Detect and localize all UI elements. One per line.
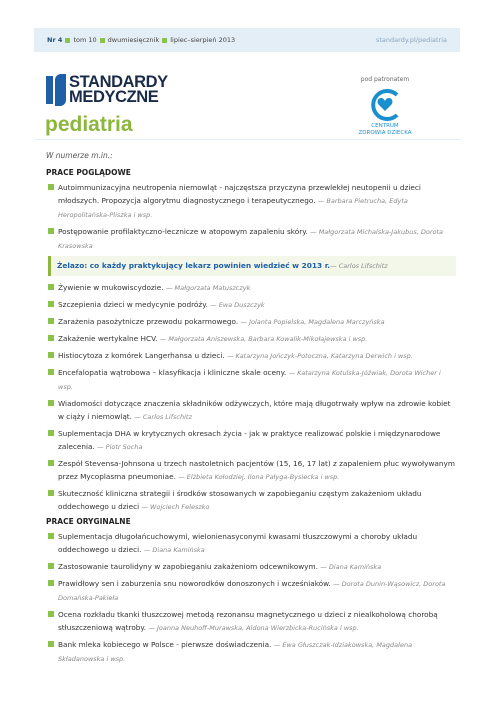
patron-label: pod patronatem [360, 76, 410, 83]
logo-mark-icon [46, 74, 66, 106]
featured-article[interactable]: Żelazo: co każdy praktykujący lekarz powinien wiedzieć w 2013 r.— Carlos Lifschitz [48, 256, 456, 276]
bullet-square-icon [48, 490, 54, 496]
issue-number: Nr 4 [47, 36, 63, 44]
frequency: dwumiesięcznik [107, 36, 160, 44]
list-item[interactable]: Suplementacja DHA w krytycznych okresach życia - jak w praktyce realizować polskie i międzynarodowe zalecenia. — Piotr Socha [46, 427, 456, 454]
bullet-square-icon [48, 400, 54, 406]
list-item[interactable]: Autoimmunizacyjna neutropenia niemowląt - najczęstsza przyczyna przewlekłej neutopenii u dzieci młodszych. Propozycja algorytmu diagnostycznego i terapeutycznego. — Barbara Pietrucha, Edyta Heropolitańska-Pliszka i wsp. [46, 181, 456, 222]
journal-url[interactable]: standardy.pl/pediatria [376, 36, 447, 44]
bullet-square-icon [48, 430, 54, 436]
list-item[interactable]: Prawidłowy sen i zaburzenia snu noworodków donoszonych i wcześniaków. — Dorota Dunin-Wąsowicz, Dorota Domańska-Pakieła [46, 577, 456, 605]
list-item[interactable]: Ocena rozkładu tkanki tłuszczowej metodą rezonansu magnetycznego u dzieci z niealkoholową chorobą stłuszczeniową wątroby. — Joanna Neuhoff-Murawska, Aldona Wierzbicka-Rucińska i wsp. [46, 608, 456, 635]
bullet-square-icon [48, 369, 54, 375]
bullet-square-icon [48, 184, 54, 190]
bullet-square-icon [48, 460, 54, 466]
volume: tom 10 [73, 36, 97, 44]
list-item[interactable]: Żywienie w mukowiscydozie. — Małgorzata Matuszczyk [46, 281, 456, 295]
intro: W numerze m.in.: [46, 151, 113, 160]
bullet-square-icon [48, 563, 54, 569]
list-item[interactable]: Wiadomości dotyczące znaczenia składników odżywczych, które mają długotrwały wpływ na zdrowie kobiet w ciąży i niemowląt. — Carlos Lifschitz [46, 397, 456, 424]
journal-title: pediatria [45, 113, 133, 136]
list-item[interactable]: Zakażenie wertykalne HCV. — Małgorzata Aniszewska, Barbara Kowalik-Mikołajewska i wsp. [46, 332, 456, 346]
logo-line2: MEDYCZNE [69, 88, 159, 106]
list-item[interactable]: Bank mleka kobiecego w Polsce - pierwsze doświadczenia. — Ewa Głuszczak-Idziakowska, Magdalena Składanowska i wsp. [46, 638, 456, 666]
list-item[interactable]: Szczepienia dzieci w medycynie podróży. — Ewa Duszczyk [46, 298, 456, 312]
standardy-medyczne-logo [46, 74, 168, 106]
list-item[interactable]: Histiocytoza z komórek Langerhansa u dzieci. — Katarzyna Jończyk-Potoczna, Katarzyna Derwich i wsp. [46, 349, 456, 363]
section-title: PRACE ORYGINALNE [46, 517, 131, 526]
header-bar [34, 28, 460, 52]
logo-line1: STANDARDY [69, 73, 168, 91]
list-item[interactable]: Zarażenia pasożytnicze przewodu pokarmowego. — Jolanta Popielska, Magdalena Marczyńska [46, 315, 456, 329]
divider [34, 139, 460, 140]
bullet-square-icon [48, 335, 54, 341]
bullet-square-icon [48, 284, 54, 290]
list-item[interactable]: Postępowanie profilaktyczno-lecznicze w atopowym zapaleniu skóry. — Małgorzata Michalska-Jakubus, Dorota Krasowska [46, 225, 456, 253]
bullet-square-icon [48, 228, 54, 234]
list-item[interactable]: Zespół Stevensa-Johnsona u trzech nastoletnich pacjentów (15, 16, 17 lat) z zapaleniem płuc wywoływanym przez Mycoplasma pneumoniae. — Elżbieta Kołodziej, Ilona Pałyga-Bysiecka i wsp. [46, 457, 456, 484]
issue-date: lipiec–sierpień 2013 [170, 36, 236, 44]
bullet-square-icon [100, 38, 105, 43]
patron-block [355, 76, 415, 137]
bullet-square-icon [65, 38, 70, 43]
patron-org-line2: ZDROWIA DZIECKA [358, 130, 412, 136]
bullet-square-icon [48, 301, 54, 307]
patron-org-line1: CENTRUM [371, 123, 399, 129]
bullet-square-icon [48, 533, 54, 539]
list-item[interactable]: Skuteczność kliniczna strategii i środków stosowanych w zapobieganiu częstym zakażeniom układu oddechowego u dzieci — Wojciech Feleszko [46, 487, 456, 514]
bullet-square-icon [48, 352, 54, 358]
bullet-square-icon [48, 318, 54, 324]
bullet-square-icon [48, 641, 54, 647]
bullet-square-icon [48, 611, 54, 617]
section-title: PRACE POGLĄDOWE [46, 168, 131, 177]
list-item[interactable]: Suplementacja długołańcuchowymi, wielonienasyconymi kwasami tłuszczowymi a choroby układu oddechowego u dzieci. — Diana Kamińska [46, 530, 456, 557]
bullet-square-icon [162, 38, 167, 43]
list-item[interactable]: Zastosowanie taurolidyny w zapobieganiu zakażeniom odcewnikowym. — Diana Kamińska [46, 560, 456, 574]
czd-logo-icon [368, 89, 402, 121]
contents [46, 151, 456, 669]
bullet-square-icon [48, 580, 54, 586]
list-item[interactable]: Encefalopatia wątrobowa – klasyfikacja i kliniczne skale oceny. — Katarzyna Kotulska-Jóźwiak, Dorota Wicher i wsp. [46, 366, 456, 394]
